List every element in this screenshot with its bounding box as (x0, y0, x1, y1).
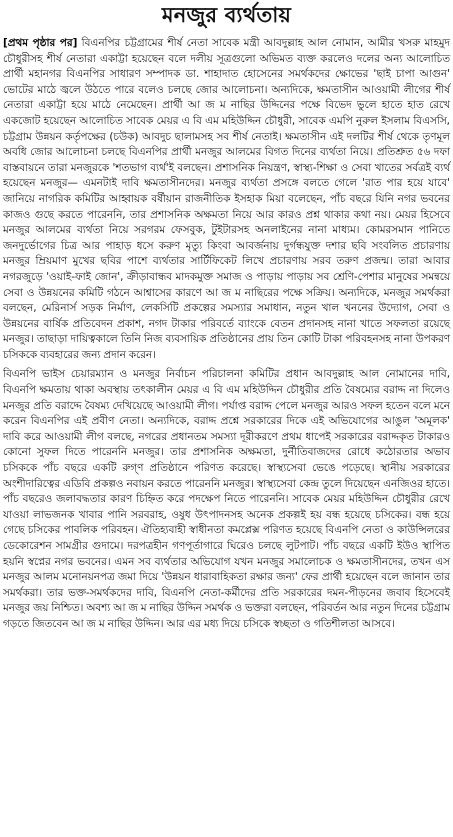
paragraph-2-text: বিএনপি ভাইস চেয়ারম্যান ও মনজুর নির্বাচন পরিচালনা কমিটির প্রধান আবদুল্লাহ আল নোমানের দাবি, বিএনপি ক্ষমতায় থাকা অবস্থায় তৎকালীন মেয়র এ বি এম মহিউদ্দিন চৌধুরীর প্রতি বৈষম্যের বরাদ্দ না দিলেও মনজুর প্রতি বরাদ্দে বৈষম্য দেখিয়েছে আওয়ামী লীগ। পর্যাপ্ত বরাদ্দ পেলে মনজুর আরও সফল হতেন বলে মনে করেন বিএনপির এই প্রবীণ নেতা। অন্যদিকে, বরাদ্দ প্রশ্নে সরকারের দিকে এই অভিযোগের আঙুল 'অমূলক' দাবি করে আওয়ামী লীগ বলছে, নগরের প্রধানতম সমস্যা দূরীকরণে প্রথম ধাপেই সরকারের বরাদ্দকৃত টাকারও কোনো সুফল দিতে পারেননি মনজুর। তার প্রশাসনিক অক্ষমতা, দুর্নীতিবাজদের রোধে কঠোরতার অভাব চসিককে পাঁচ বছরে একটি রুগ্ণ প্রতিষ্ঠানে পরিণত করেছে। স্বাস্থ্যসেবা ভেঙে পড়েছে। স্থানীয় সরকারের অংশীদারিত্বের এডিবি প্রকল্পও নবায়ন করতে পারেননি মনজুর। স্বাস্থ্যসেবা কেন্দ্র তুলে দিয়েছেন এনজিওর হাতে। পাঁচ বছরেও জলাবদ্ধতার কারণ চিহ্নিত করে পদক্ষেপ নিতে পারেননি। সাবেক মেয়র মহিউদ্দিন চৌধুরীর রেখে যাওয়া লাভজনক খাবার পানি সরবরাহ, ওষুধ উৎপাদনসহ অনেক প্রকল্পই হয় বন্ধ হয়েছে চসিকের। বন্ধ হয়ে গেছে চসিকের পাবলিক পরিবহন। ঐতিহ্যবাহী স্বাধীনতা কমপ্লেক্স পরিণত হয়েছে বিএনপি নেতা ও কাউন্সিলরের ডেকোরেশন সামগ্রীর গুদামে। দরপত্রহীন গণপূর্তাগারে ঘিরেও চলছে লুটপাট। পাঁচ বছরে একটি ইউও স্থাপিত হয়নি স্বপ্নের নগর ভবনের। এমন সব ব্যর্থতার অভিযোগ যখন মনজুর সমালোচক ও ক্ষমতাসীনদের, তখন এস মনজুর আলম মনোনয়নপত্র জমা দিয়ে 'উন্নয়ন ধারাবাহিকতা রক্ষার জন্য' ফের প্রার্থী হয়েছেন বলে জানান তার সমর্থকরা। তার ভক্ত-সমর্থকদের দাবি, বিএনপি নেতা-কর্মীদের প্রতি সরকারের দমন-পীড়নের জবাব হিসেবেই মনজুর জয় নিশ্চিত। অবশ্য আ জ ম নাছির উদ্দিন সমর্থক ও ভক্তরা বলছেন, পরিবর্তন আর নতুন দিনের চট্টগ্রাম গড়তে জিতবেন আ জ ম নাছির উদ্দিন। আর এর মধ্য দিয়ে চসিকে স্বচ্ছতা ও গতিশীলতা আসবে। (3, 368, 450, 630)
article-paragraph-1 (3, 36, 450, 363)
article-paragraph-2 (3, 367, 450, 632)
continued-from-label: [প্রথম পৃষ্ঠার পর] (3, 37, 78, 49)
paragraph-1-text: বিএনপির চট্টগ্রামের শীর্ষ নেতা সাবেক মন্ত্রী আবদুল্লাহ আল নোমান, আমীর খসরু মাহমুদ চৌধুরীসহ শীর্ষ নেতারা একাট্টা হয়েছেন বলে দলীয় সূত্রগুলো অভিমত ব্যক্ত করলেও দলের অন্য আলোচিত প্রার্থী মহানগর বিএনপির সাধারণ সম্পাদক ডা. শাহাদাত হোসেনের সমর্থকদের ক্ষোভের 'ছাই চাপা আগুন' ভোটের মাঠে জ্বলে উঠতে পারে বলেও চলছে জোর আলোচনা। অন্যদিকে, ক্ষমতাসীন আওয়ামী লীগের শীর্ষ নেতারা একাট্টা হয়ে মাঠে নেমেছেন। প্রার্থী আ জ ম নাছির উদ্দিনের পক্ষে বিভেদ ভুলে হাতে হাত রেখে একজোট হয়েছেন আলোচিত সাবেক মেয়র এ বি এম মহিউদ্দিন চৌধুরী, সাবেক এমপি নুরুল ইসলাম বিএসসি, চট্টগ্রাম উন্নয়ন কর্তৃপক্ষের (চউক) আবদুচ ছালামসহ সব শীর্ষ নেতাই। ক্ষমতাসীন এই দলটির শীর্ষ থেকে তৃণমূল অবধি জোর আলোচনা চলছে বিএনপির প্রার্থী মনজুর আলমের বিগত দিনের ব্যর্থতা নিয়ে। প্রতিশ্রুত ৫৬ দফা বাস্তবায়নে তারা মনজুরকে 'শতভাগ ব্যর্থ'ই বলছেন। প্রশাসনিক নিয়ন্ত্রণ, স্বাস্থ্য-শিক্ষা ও সেবা খাতের সর্বত্রই ব্যর্থ হয়েছেন মনজুর— এমনটাই দাবি ক্ষমতাসীনদের। মনজুর ব্যর্থতা প্রসঙ্গে বলতে গেলে 'রাত পার হয়ে যাবে' জানিয়ে নাগরিক কমিটির আহ্বায়ক বর্ষীয়ান রাজনীতিক ইসহাক মিয়া বলেছেন, পাঁচ বছরে যিনি নগর ভবনের কাজও গুছে করতে পারেননি, তার প্রশাসনিক অক্ষমতা নিয়ে আর কারও প্রশ্ন থাকার কথা নয়। মেয়র হিসেবে মনজুর আলমের ব্যর্থতা নিয়ে সরগরম ফেসবুক, টুইটারসহ অনলাইনের নানা মাধ্যম। কোমরসমান পানিতে জনদুর্ভোগের চিত্র আর পাহাড় ধসে করুণ মৃত্যু কিংবা আবর্জনায় দুর্গন্ধযুক্ত দশার ছবি সংবলিত প্রচারণায় মনজুর ম্রিয়মাণ মুখের ছবির পাশে ব্যর্থতার সার্টিফিকেট লিখে প্রচারণায় সরব তরুণ প্রজন্ম। তারা আবার নগরজুড়ে 'ওয়াই-ফাই জোন', ক্রীড়াবান্ধব মাদকমুক্ত সমাজ ও পাড়ায় পাড়ায় সব শ্রেণি-পেশার মানুষের সমন্বয়ে সেবা ও উন্নয়নের কমিটি গঠনে আশ্বাসের কারণে আ জ ম নাছিরের পক্ষে সক্রিয়। অন্যদিকে, মনজুর সমর্থকরা বলছেন, মেরিনার্স সড়ক নির্মাণ, লেকসিটি প্রকল্পের সমস্যার সমাধান, নতুন খাল খননের উদ্যোগ, সেবা ও উন্নয়নের বার্ষিক প্রতিবেদন প্রকাশ, নগদ টাকার পরিবর্তে ব্যাংকে বেতন প্রদানসহ নানা খাতে সফলতা রয়েছে মনজুর। তাছাড়া দায়িত্বকালে তিনি নিজ ব্যবসায়িক প্রতিষ্ঠানের প্রায় তিন কোটি টাকা পরিবহনসহ নানা উপকরণ চসিককে ব্যবহারের জন্য প্রদান করেন। (3, 37, 451, 361)
headline: মনজুর ব্যর্থতায় (161, 3, 292, 27)
